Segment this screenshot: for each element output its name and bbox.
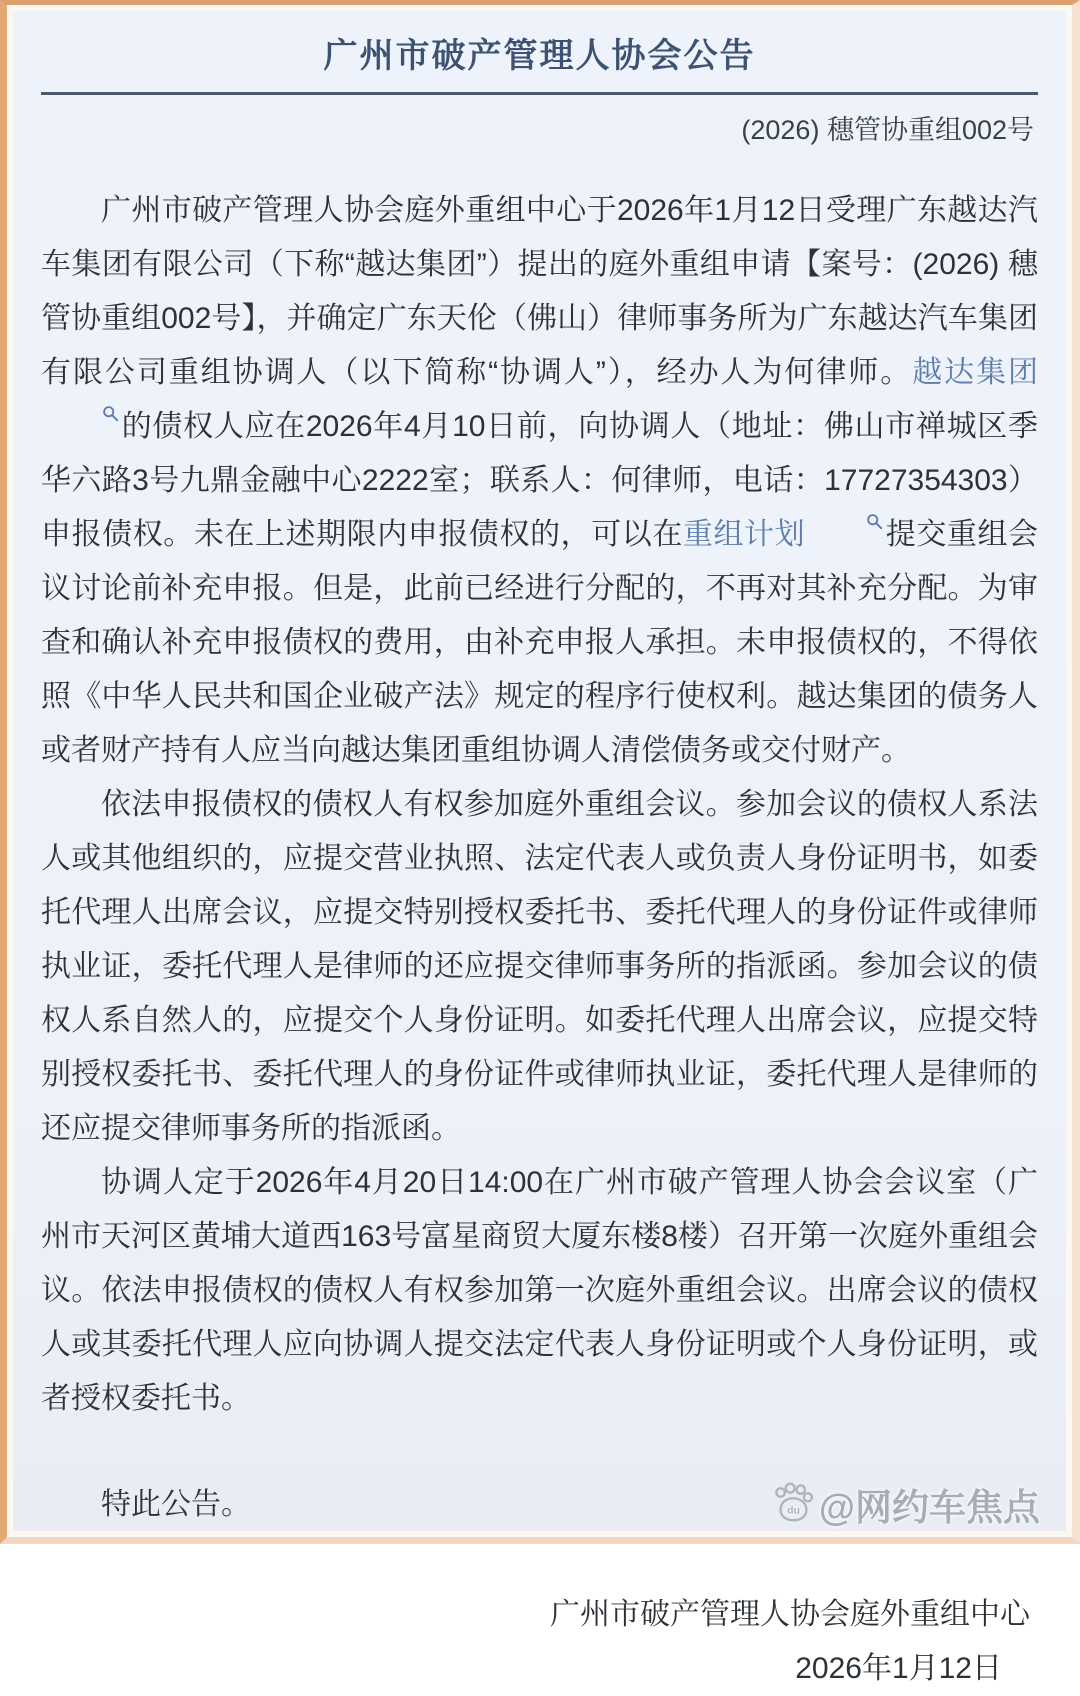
watermark-text: @网约车焦点 (818, 1487, 1040, 1528)
header-divider (41, 92, 1038, 95)
announcement-document (13, 11, 1066, 1685)
paw-icon-label: du (786, 1504, 800, 1517)
body-paragraph (41, 778, 1038, 1156)
signature-date: 2026年1月12日 (795, 1652, 1002, 1685)
yueda-group-link[interactable]: 越达集团 (912, 356, 1039, 389)
doc-number: (2026) 穗管协重组002号 (741, 115, 1034, 145)
document-body (41, 184, 1038, 1696)
paragraph-text: 协调人定于2026年4月20日14:00在广州市破产管理人协会会议室（广州市天河区黄埔大道西163号富星商贸大厦东楼8楼）召开第一次庭外重组会议。依法申报债权的债权人有权参加第一次庭外重组会议。出席会议的债权人或其委托代理人应向协调人提交法定代表人身份证明或个人身份证明，或者授权委托书。 (41, 1166, 1038, 1415)
restructuring-plan-link[interactable]: 重组计划 (682, 518, 806, 551)
paragraph-text: 依法申报债权的债权人有权参加庭外重组会议。参加会议的债权人系法人或其他组织的，应提交营业执照、法定代表人或负责人身份证明书，如委托代理人出席会议，应提交特别授权委托书、委托代理人的身份证件或律师执业证，委托代理人是律师的还应提交律师事务所的指派函。参加会议的债权人系自然人的，应提交个人身份证明。如委托代理人出席会议，应提交特别授权委托书、委托代理人的身份证件或律师执业证，委托代理人是律师的还应提交律师事务所的指派函。 (41, 788, 1038, 1145)
body-paragraph (41, 184, 1038, 778)
body-paragraph (41, 1156, 1038, 1426)
closing-line: 特此公告。 (101, 1488, 251, 1521)
document-mat (7, 5, 1072, 1685)
search-icon (42, 400, 119, 454)
signature-block (41, 1588, 1038, 1696)
paragraph-list (41, 184, 1038, 1426)
signature-org: 广州市破产管理人协会庭外重组中心 (550, 1598, 1030, 1631)
paragraph-text: 的债权人应在2026年4月10日前，向协调人（地址：佛山市禅城区季华六路3号九鼎金融中心2222室；联系人：何律师，电话：17727354303）申报债权。未在上述期限内申报债权的，可以在 (41, 410, 1038, 551)
search-icon (806, 508, 883, 562)
paragraph-text: 广州市破产管理人协会庭外重组中心于2026年1月12日受理广东越达汽车集团有限公司（下称“越达集团”）提出的庭外重组申请【案号：(2026) 穗管协重组002号】，并确定广东天伦（佛山）律师事务所为广东越达汽车集团有限公司重组协调人（以下简称“协调人”），经办人为何律师。 (41, 194, 1038, 389)
page-title: 广州市破产管理人协会公告 (323, 37, 756, 75)
paragraph-text: 提交重组会议讨论前补充申报。但是，此前已经进行分配的，不再对其补充分配。为审查和确认补充申报债权的费用，由补充申报人承担。未申报债权的，不得依照《中华人民共和国企业破产法》规定的程序行使权利。越达集团的债务人或者财产持有人应当向越达集团重组协调人清偿债务或交付财产。 (41, 518, 1039, 767)
